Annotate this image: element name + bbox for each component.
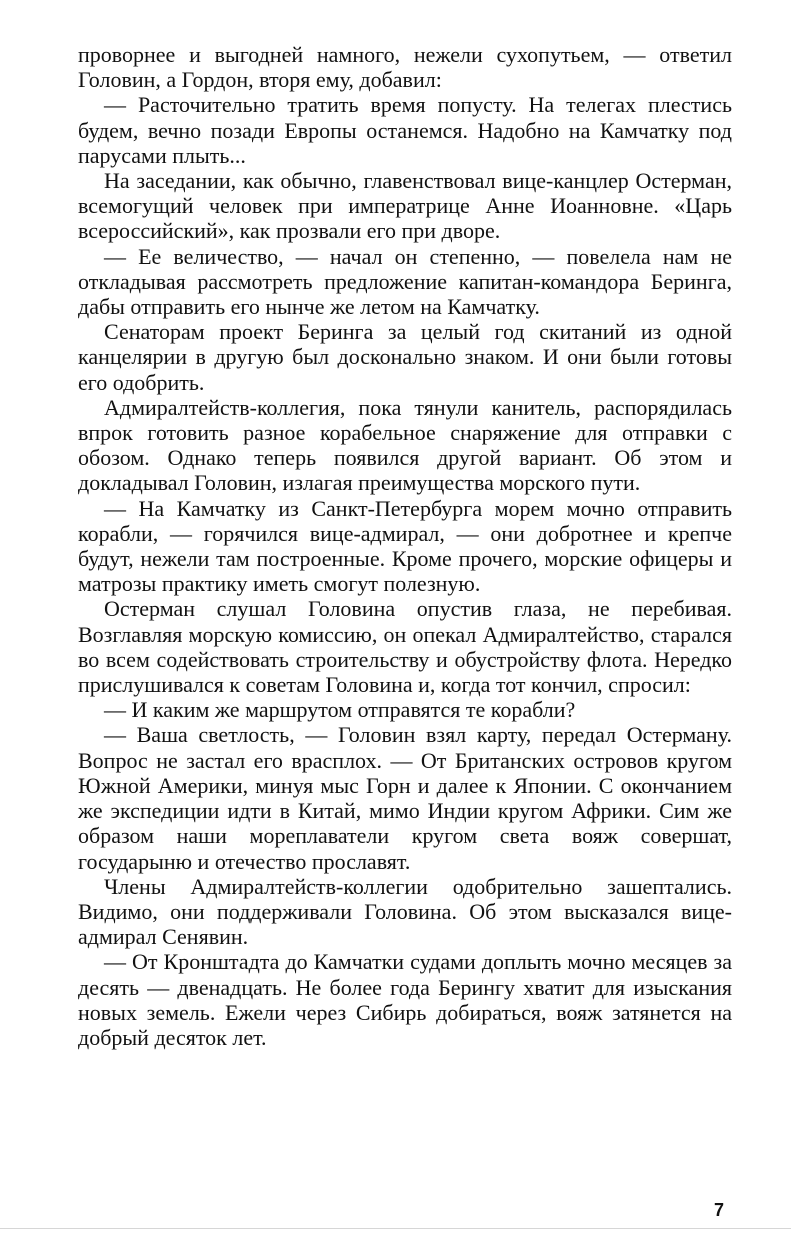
paragraph: Остерман слушал Головина опустив глаза, не перебивая. Возглавляя морскую комиссию, он опекал Адмиралтейство, старался во всем содействовать строительству и обустройству флота. Нередко прислушивался к советам Головина и, когда тот кончил, спросил: — [78, 596, 732, 698]
page-body — [78, 42, 732, 1050]
paragraph: Адмиралтейств-коллегия, пока тянули канитель, распорядилась впрок готовить разное корабельное снаряжение для отправки с обозом. Однако теперь появился другой вариант. Об этом и докладывал Головин, излагая преимущества морского пути. — [78, 394, 732, 496]
paragraph: — И каким же маршрутом отправятся те корабли? — [104, 697, 576, 723]
paragraph: — Расточительно тратить время попусту. На телегах плестись будем, вечно позади Европы останемся. Надобно на Камчатку под парусами плыть... — [78, 92, 732, 168]
paragraph: — На Камчатку из Санкт-Петербурга морем мочно отправить корабли, — горячился вице-адмирал, — они добротнее и крепче будут, нежели там построенные. Кроме прочего, морские офицеры и матрозы практику иметь смогут полезную. — [78, 495, 732, 597]
paragraph: Сенаторам проект Беринга за целый год скитаний из одной канцелярии в другую был досконально знаком. И они были готовы его одобрить. — [78, 319, 732, 395]
paragraph: — От Кронштадта до Камчатки судами доплыть мочно месяцев за десять — двенадцать. Не более года Берингу хватит для изыскания новых земель. Ежели через Сибирь добираться, вояж затянется на добрый десяток лет. — [78, 949, 732, 1050]
paragraph: — Ее величество, — начал он степенно, — повелела нам не откладывая рассмотреть предложение капитан-командора Беринга, дабы отправить его нынче же летом на Камчатку. — [78, 243, 732, 320]
paragraph: Члены Адмиралтейств-коллегии одобрительно зашептались. Видимо, они поддерживали Головина. Об этом высказался вице-адмирал Сенявин. — [78, 873, 732, 950]
paragraph: На заседании, как обычно, главенствовал вице-канцлер Остерман, всемогущий человек при императрице Анне Иоанновне. «Царь всероссийский», как прозвали его при дворе. — [78, 168, 732, 244]
page-edge-divider — [0, 1228, 791, 1229]
page-number: 7 — [714, 1200, 725, 1220]
paragraph: — Ваша светлость, — Головин взял карту, передал Остерману. Вопрос не застал его врасплох. — От Британских островов кругом Южной Америки, минуя мыс Горн и далее к Японии. С окончанием же экспедиции идти в Китай, мимо Индии кругом Африки. Сим же образом наши мореплаватели кругом света вояж совершат, государыню и отечество прославят. — [78, 722, 732, 874]
paragraph: проворнее и выгодней намного, нежели сухопутьем, — ответил Головин, а Гордон, вторя ему, добавил: — [78, 42, 732, 93]
